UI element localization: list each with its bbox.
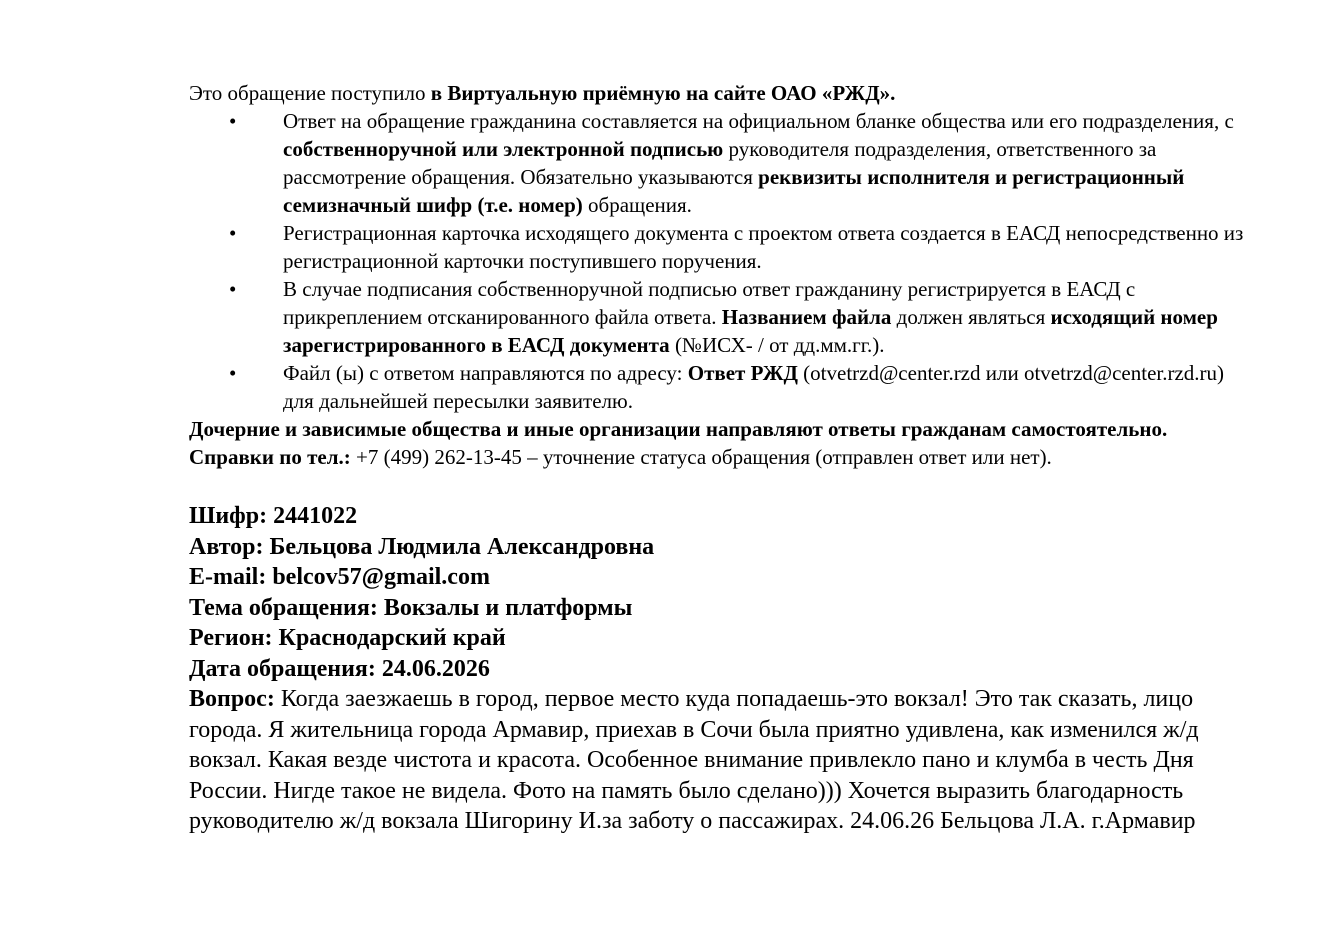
author-row <box>189 532 1249 563</box>
subsidiaries-note: Дочерние и зависимые общества и иные организации направляют ответы гражданам самостоятельно. <box>189 417 1168 441</box>
rule-text: Регистрационная карточка исходящего документа с проектом ответа создается в ЕАСД непосредственно из регистрационной карточки поступившего поручения. <box>283 221 1244 273</box>
rule-bold: Ответ РЖД <box>687 361 798 385</box>
rule-text: В случае подписания собственноручной подписью ответ гражданину регистрируется в ЕАСД с прикреплением отсканированного файла ответа. <box>283 277 1136 329</box>
rules-list <box>189 107 1249 415</box>
rule-text: Ответ на обращение гражданина составляется на официальном бланке общества или его подразделения, с <box>283 109 1234 133</box>
rule-bold: исходящий номер зарегистрированного в ЕАСД документа <box>283 305 1218 357</box>
bullet-icon: • <box>229 109 237 133</box>
bullet-icon: • <box>229 221 237 245</box>
author-label: Автор: <box>189 533 270 560</box>
cipher-value: 2441022 <box>273 503 358 529</box>
date-label: Дата обращения: <box>189 655 382 682</box>
rule-item-send-address <box>189 359 1249 415</box>
email-row <box>189 562 1249 593</box>
topic-label: Тема обращения: <box>189 594 384 621</box>
rule-bold: реквизиты исполнителя и регистрационный семизначный шифр (т.е. номер) <box>283 165 1185 217</box>
phone-info <box>189 443 1249 471</box>
phone-text: +7 (499) 262-13-45 – уточнение статуса обращения (отправлен ответ или нет). <box>350 445 1052 469</box>
date-row <box>189 654 1249 685</box>
rule-text: должен являться <box>891 305 1051 329</box>
email-value: belcov57@gmail.com <box>272 564 490 590</box>
document-page <box>189 79 1249 837</box>
region-value: Краснодарский край <box>278 625 506 651</box>
rule-text: (otvetrzd@center.rzd или otvetrzd@center.rzd.ru) для дальнейшей пересылки заявителю. <box>283 361 1225 413</box>
author-value: Бельцова Людмила Александровна <box>269 533 655 560</box>
region-row <box>189 623 1249 654</box>
phone-label: Справки по тел.: <box>189 445 351 469</box>
rule-text: обращения. <box>582 193 692 217</box>
intro-lead-bold: в Виртуальную приёмную на сайте ОАО «РЖД». <box>430 81 896 105</box>
rule-item-official-form <box>189 107 1249 219</box>
question-text: Когда заезжаешь в город, первое место куда попадаешь-это вокзал! Это так сказать, лицо города. Я жительница города Армавир, приехав в Сочи была приятно удивлена, как изменился ж/д вокзал. Какая везде чистота и красота. Особенное внимание привлекло пано и клумба в честь Дня России. Нигде такое не видела. Фото на память было сделано))) Хочется выразить благодарность руководителю ж/д вокзала Шигорину И.за заботу о пассажирах. 24.06.26 Бельцова Л.А. г.Армавир <box>189 686 1199 834</box>
rule-item-signature <box>189 275 1249 359</box>
appeal-card <box>189 501 1249 837</box>
rule-text: Файл (ы) с ответом направляются по адресу: <box>283 361 688 385</box>
topic-row <box>189 593 1249 624</box>
intro-lead-text: Это обращение поступило <box>189 81 431 105</box>
rule-item-registration-card <box>189 219 1249 275</box>
intro-line <box>189 79 1249 107</box>
rule-text: руководителя подразделения, ответственного за рассмотрение обращения. Обязательно указываются <box>283 137 1157 189</box>
section-spacer <box>189 471 1249 501</box>
cipher-row <box>189 501 1249 532</box>
cipher-label: Шифр: <box>189 503 274 529</box>
bullet-icon: • <box>229 361 237 385</box>
rule-bold: собственноручной или электронной подписью <box>283 137 724 161</box>
date-value: 24.06.2026 <box>381 655 490 682</box>
question-row <box>189 684 1249 837</box>
region-label: Регион: <box>189 625 279 651</box>
rule-text: (№ИСХ- / от дд.мм.гг.). <box>669 333 885 357</box>
email-label: E-mail: <box>189 564 273 590</box>
rule-bold: Названием файла <box>721 305 892 329</box>
topic-value: Вокзалы и платформы <box>383 594 633 621</box>
bullet-icon: • <box>229 277 237 301</box>
instructions-section <box>189 79 1249 471</box>
question-label: Вопрос: <box>189 686 275 712</box>
